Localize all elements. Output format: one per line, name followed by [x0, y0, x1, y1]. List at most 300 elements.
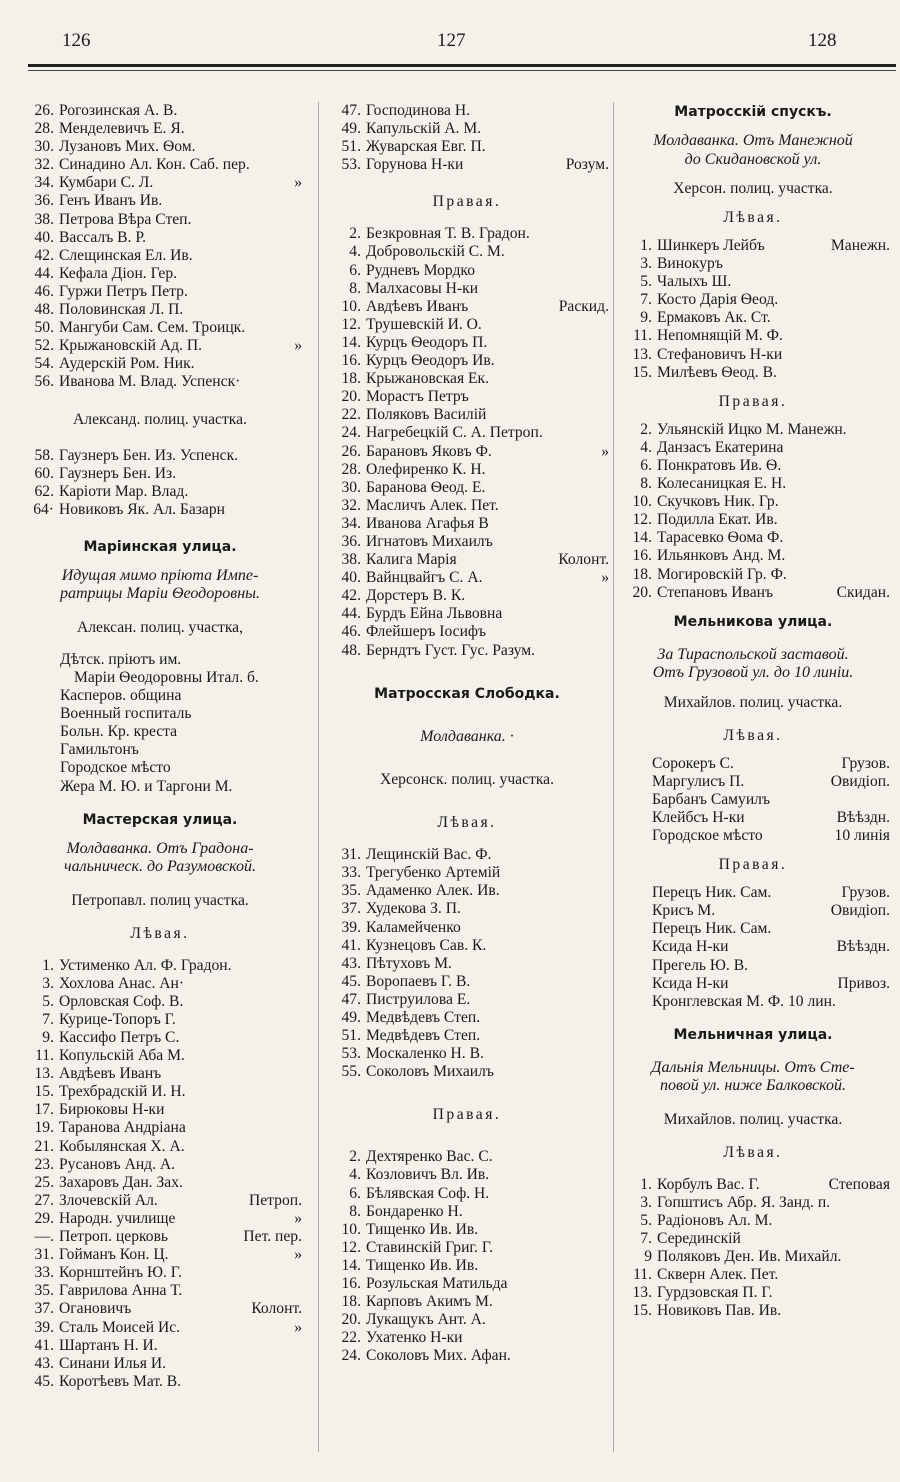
cross-street: Овидіоп. [830, 902, 890, 920]
list-item [321, 370, 613, 388]
list-item [612, 1194, 894, 1212]
owner-name: Пѣтуховъ М. [366, 954, 452, 972]
owner-name: Шинкеръ Лейбъ [657, 237, 765, 254]
owner-name: Скверн Алек. Пет. [657, 1266, 779, 1284]
house-number: 50. [34, 319, 54, 337]
cross-street [297, 1047, 306, 1065]
list-item [612, 1266, 894, 1284]
owner-name: Ульянскій Ицко М. Манежн. [657, 420, 847, 438]
street-heading: Матросская Слободка. [374, 685, 560, 702]
cross-street [885, 475, 894, 493]
list-item [321, 864, 613, 882]
list-item [321, 316, 613, 334]
house-number: 11. [633, 1266, 652, 1284]
entry-list [321, 225, 613, 659]
district-label: Херсонск. полиц. участка. [380, 771, 554, 789]
list-item [14, 1355, 306, 1373]
header-rule-thin [28, 70, 896, 71]
list-item [321, 587, 613, 605]
house-number: 49. [341, 120, 361, 138]
house-number: 2. [349, 1148, 361, 1166]
owner-name: Сорокеръ С. [652, 754, 734, 772]
list-item [321, 1203, 613, 1221]
list-item [321, 919, 613, 937]
house-number: 28. [341, 460, 361, 478]
list-item [321, 406, 613, 424]
owner-name: Маргулисъ П. [652, 772, 745, 790]
cross-street [885, 1194, 894, 1212]
list-item [14, 211, 306, 229]
cross-street [297, 1011, 306, 1029]
owner-name: Устименко Ал. Ф. Градон. [59, 956, 232, 974]
list-item [14, 1210, 306, 1228]
owner-name: Кобылянская Х. А. [59, 1137, 185, 1155]
list-item [14, 483, 306, 501]
owner-name: Ильянковъ Анд. М. [657, 547, 786, 565]
cross-street [297, 283, 306, 301]
list-item [14, 229, 306, 247]
list-item: Больн. Кр. креста [60, 723, 178, 741]
house-number: 8. [640, 475, 652, 493]
cross-street: Розум. [565, 156, 609, 174]
owner-name: Новиковъ Як. Ал. Базарн [59, 500, 225, 518]
list-item [14, 138, 306, 156]
owner-name: Косто Дарія Ѳеод. [657, 291, 779, 309]
house-number: 55. [341, 1063, 361, 1081]
list-item [321, 1311, 613, 1329]
cross-street: Вѣѣздн. [836, 808, 890, 826]
owner-name: Злочевскій Ал. [59, 1191, 158, 1209]
list-item [321, 1257, 613, 1275]
cross-street [297, 1083, 306, 1101]
house-number: 48. [341, 641, 361, 659]
street-description: За Тираспольской заставой. [657, 645, 849, 663]
cross-street [297, 355, 306, 373]
owner-name: Каламейченко [366, 918, 461, 936]
house-number: 20. [632, 583, 652, 601]
house-number: 14. [341, 1256, 361, 1274]
owner-name: Поляковъ Ден. Ив. Михайл. [657, 1248, 842, 1266]
cross-street [297, 501, 306, 519]
house-number: 2. [640, 420, 652, 438]
list-item [14, 1101, 306, 1119]
owner-name: Хохлова Анас. Ан· [59, 974, 185, 992]
list-item [14, 355, 306, 373]
owner-name: Народн. училище [59, 1209, 176, 1227]
owner-name: Баранова Ѳеод. Е. [366, 478, 486, 496]
list-item [612, 884, 894, 902]
house-number: 36. [341, 532, 361, 550]
owner-name: Винокуръ [657, 255, 723, 273]
house-number: 47. [341, 102, 361, 119]
list-item: Касперов. община [60, 687, 182, 705]
list-item [321, 102, 613, 120]
cross-street: Раскид. [558, 297, 609, 315]
owner-name: Кумбари С. Л. [59, 174, 154, 192]
owner-name: Каріоти Мар. Влад. [59, 482, 189, 500]
list-item [612, 547, 894, 565]
owner-name: Вайнцвайгъ С. А. [366, 569, 483, 587]
list-item [14, 1083, 306, 1101]
house-number: 44. [34, 264, 54, 282]
cross-street [604, 1329, 613, 1347]
owner-name: Ставинскій Григ. Г. [366, 1238, 494, 1256]
owner-name: Воропаевъ Г. В. [366, 972, 471, 990]
owner-name: Барановъ Яковъ Ф. [366, 442, 492, 460]
house-number: 13. [632, 345, 652, 363]
owner-name: Тищенко Ив. Ив. [366, 1256, 479, 1274]
house-number: 32. [34, 156, 54, 174]
street-description: чальническ. до Разумовской. [64, 858, 256, 876]
house-number: 6. [349, 261, 361, 279]
cross-street [885, 1266, 894, 1284]
side-label: Лѣвая. [437, 814, 497, 832]
house-number: 46. [34, 282, 54, 300]
list-item [321, 533, 613, 551]
house-number: 20. [341, 1311, 361, 1329]
owner-name: Понкратовъ Ив. Ѳ. [657, 456, 782, 474]
house-number: 23. [34, 1155, 54, 1173]
house-number: 18. [341, 370, 361, 388]
list-item [14, 1246, 306, 1264]
house-number: 5. [640, 273, 652, 291]
list-item [321, 623, 613, 641]
page-number-center: 127 [437, 30, 466, 51]
list-item [321, 1148, 613, 1166]
cross-street [297, 138, 306, 156]
street-description: Молдаванка. · [420, 727, 514, 745]
house-number: 12. [632, 511, 652, 529]
list-item [14, 1011, 306, 1029]
list-item [612, 584, 894, 602]
list-item [14, 373, 306, 391]
house-number: 39. [341, 918, 361, 936]
list-item [14, 957, 306, 975]
house-number: 53. [341, 1045, 361, 1063]
district-label: Михайлов. полиц. участка. [663, 693, 843, 711]
house-number: 11. [35, 1047, 54, 1065]
owner-name: Лузановъ Мих. Ѳом. [59, 138, 196, 156]
list-item [14, 1319, 306, 1337]
cross-street [885, 1302, 894, 1320]
owner-name: Иванова М. Влад. Успенск· [59, 373, 241, 391]
owner-name: Господинова Н. [366, 102, 471, 119]
house-number: —. [34, 1228, 54, 1246]
cross-street: Скидан. [836, 583, 890, 601]
list-item [14, 465, 306, 483]
cross-street [297, 483, 306, 501]
house-number: 29. [34, 1209, 54, 1227]
list-item [321, 424, 613, 442]
list-item [321, 352, 613, 370]
cross-street [297, 465, 306, 483]
column-3 [612, 102, 894, 1321]
list-item [321, 243, 613, 261]
list-item [612, 327, 894, 345]
owner-name: Авдѣевъ Иванъ [59, 1065, 162, 1083]
owner-name: Гойманъ Кон. Ц. [59, 1246, 169, 1264]
cross-street [297, 1101, 306, 1119]
house-number: 28. [34, 120, 54, 138]
column-1 [14, 102, 306, 1391]
house-number: 40. [341, 569, 361, 587]
owner-name: Бурдъ Ейна Львовна [366, 605, 503, 623]
house-number: 33. [34, 1264, 54, 1282]
list-item [321, 443, 613, 461]
list-item: Жера М. Ю. и Таргони М. [60, 777, 233, 795]
house-number: 52. [34, 337, 54, 355]
house-number: 38. [34, 210, 54, 228]
list-item [321, 551, 613, 569]
list-item [14, 156, 306, 174]
cross-street [297, 120, 306, 138]
owner-name: Авдѣевъ Иванъ [366, 297, 469, 315]
cross-street [297, 211, 306, 229]
house-number: 35. [34, 1282, 54, 1300]
owner-name: Курцъ Ѳеодоръ П. [366, 333, 488, 351]
house-number: 16. [341, 352, 361, 370]
house-number: 41. [34, 1336, 54, 1354]
entry-list [14, 447, 306, 519]
list-item [321, 900, 613, 918]
cross-street [297, 373, 306, 391]
list-item [14, 1047, 306, 1065]
house-number: 19. [34, 1119, 54, 1137]
cross-street: 10 линія [834, 827, 890, 845]
cross-street: Колонт. [558, 551, 609, 569]
cross-street [297, 319, 306, 337]
list-item [14, 1065, 306, 1083]
list-item [321, 882, 613, 900]
owner-name: Стефановичъ Н-ки [657, 345, 783, 363]
house-number: 17. [34, 1101, 54, 1119]
house-number: 45. [34, 1372, 54, 1390]
cross-street [297, 247, 306, 265]
cross-street [885, 1230, 894, 1248]
house-number: 49. [341, 1008, 361, 1026]
owner-name: Генъ Иванъ Ив. [59, 192, 163, 210]
house-number: 35. [341, 882, 361, 900]
cross-street [885, 291, 894, 309]
owner-name: Гуржи Петръ Петр. [59, 282, 188, 300]
owner-name: Гурдзовская П. Г. [657, 1284, 773, 1302]
owner-name: Гаузнеръ Бен. Из. Успенск. [59, 446, 239, 464]
house-number: 41. [341, 936, 361, 954]
list-item [14, 1300, 306, 1318]
house-number: 31. [341, 846, 361, 864]
owner-name: Москаленко Н. В. [366, 1045, 484, 1063]
list-item [321, 156, 613, 174]
list-item [612, 529, 894, 547]
owner-name: Серединскій [657, 1230, 741, 1248]
owner-name: Сталь Моисей Ис. [59, 1318, 181, 1336]
house-number: 34. [341, 514, 361, 532]
house-number: 15. [632, 363, 652, 381]
owner-name: Масличъ Алек. Пет. [366, 496, 499, 514]
owner-name: Дорстеръ В. К. [366, 587, 466, 605]
list-item [321, 955, 613, 973]
cross-street: » [294, 337, 302, 355]
owner-name: Поляковъ Василій [366, 406, 487, 424]
list-item [321, 225, 613, 243]
list-item [612, 993, 894, 1011]
list-item: Дѣтск. пріютъ им. [60, 650, 182, 668]
owner-name: Худекова З. П. [366, 900, 461, 918]
house-number: 10. [341, 297, 361, 315]
house-number: 58. [34, 446, 54, 464]
house-number: 60. [34, 464, 54, 482]
owner-name: Берндтъ Густ. Гус. Разум. [366, 641, 536, 659]
street-heading: Мельничная улица. [673, 1026, 833, 1043]
cross-street [604, 1347, 613, 1365]
side-label: Правая. [432, 193, 502, 211]
owner-name: Трегубенко Артемій [366, 864, 501, 882]
list-item [14, 1373, 306, 1391]
owner-name: Бѣлявская Соф. Н. [366, 1184, 490, 1202]
owner-name: Гаузнеръ Бен. Из. [59, 464, 177, 482]
cross-street: Овидіоп. [830, 772, 890, 790]
list-item [14, 1228, 306, 1246]
house-number: 7. [640, 1230, 652, 1248]
owner-name: Горунова Н-ки [366, 156, 464, 174]
list-item [612, 938, 894, 956]
house-number: 5. [42, 992, 54, 1010]
cross-street [297, 102, 306, 120]
house-number: 12. [341, 315, 361, 333]
cross-street [297, 1264, 306, 1282]
list-item [612, 364, 894, 382]
header-rule [28, 64, 896, 67]
house-number: 47. [341, 990, 361, 1008]
owner-name: Копульскій Аба М. [59, 1047, 185, 1065]
house-number: 20. [341, 388, 361, 406]
house-number: 31. [34, 1246, 54, 1264]
owner-name: Кассифо Петръ С. [59, 1029, 180, 1046]
cross-street: Петроп. [248, 1191, 302, 1209]
list-item [321, 1009, 613, 1027]
list-item [321, 334, 613, 352]
house-number: 3. [640, 1193, 652, 1211]
house-number: 42. [34, 246, 54, 264]
list-item [612, 309, 894, 327]
house-number: 22. [341, 1329, 361, 1347]
owner-name: Медвѣдевъ Степ. [366, 1027, 481, 1045]
list-item [612, 237, 894, 255]
owner-name: Рудневъ Мордко [366, 261, 476, 279]
list-item [321, 138, 613, 156]
list-item [612, 493, 894, 511]
cross-street: » [601, 442, 609, 460]
list-item [321, 1329, 613, 1347]
owner-name: Огановичъ [59, 1300, 132, 1318]
owner-name: Кронглевская М. Ф. 10 лин. [652, 992, 836, 1010]
owner-name: Корнштейнъ Ю. Г. [59, 1264, 182, 1282]
list-item [14, 174, 306, 192]
owner-name: Петроп. церковь [59, 1228, 169, 1246]
district-label: Херсон. полиц. участка. [673, 180, 833, 197]
street-description: Отъ Грузовой ул. до 10 линіи. [652, 664, 854, 682]
owner-name: Курцъ Ѳеодоръ Ив. [366, 352, 495, 370]
street-description: до Скидановской ул. [684, 150, 822, 168]
side-label: Лѣвая. [130, 924, 190, 942]
owner-name: Безкровная Т. В. Градон. [366, 225, 530, 243]
cross-street [885, 957, 894, 975]
cross-street [885, 327, 894, 345]
owner-name: Тарасевко Ѳома Ф. [657, 529, 784, 547]
house-number: 54. [34, 355, 54, 373]
owner-name: Жуварская Евг. П. [366, 138, 486, 156]
list-item [14, 1174, 306, 1192]
list-item [612, 920, 894, 938]
list-item [321, 461, 613, 479]
house-number: 13. [632, 1284, 652, 1302]
house-number: 18. [341, 1293, 361, 1311]
cross-street [297, 1156, 306, 1174]
entry-list [612, 755, 894, 845]
owner-name: Пиструилова Е. [366, 990, 471, 1008]
house-number: 8. [349, 1202, 361, 1220]
house-number: 7. [640, 291, 652, 309]
cross-street [297, 1355, 306, 1373]
list-item [612, 975, 894, 993]
owner-name: Новиковъ Пав. Ив. [657, 1302, 782, 1320]
side-label: Лѣвая. [723, 209, 783, 226]
list-item [612, 902, 894, 920]
entry-list [612, 884, 894, 1011]
owner-name: Колесаницкая Е. Н. [657, 475, 787, 493]
owner-name: Соколовъ Михаилъ [366, 1063, 495, 1081]
list-item [612, 457, 894, 475]
owner-name: Половинская Л. П. [59, 301, 184, 319]
list-item [14, 319, 306, 337]
house-number: 1. [640, 237, 652, 254]
list-item [14, 1119, 306, 1137]
owner-name: Вассалъ В. Р. [59, 228, 146, 246]
column-2 [318, 102, 614, 1452]
list-item [14, 283, 306, 301]
house-number: 26. [341, 442, 361, 460]
owner-name: Русановъ Анд. А. [59, 1155, 176, 1173]
owner-name: Перецъ Ник. Сам. [652, 920, 772, 938]
cross-street [297, 447, 306, 465]
house-number: 4. [349, 243, 361, 261]
list-item: Гамильтонъ [60, 741, 139, 759]
cross-street [885, 255, 894, 273]
owner-name: Добровольскій С. М. [366, 243, 505, 261]
house-number: 43. [341, 954, 361, 972]
cross-street [885, 547, 894, 565]
owner-name: Бондаренко Н. [366, 1202, 463, 1220]
house-number: 38. [341, 551, 361, 569]
owner-name: Иванова Агафья В [366, 514, 489, 532]
cross-street [885, 791, 894, 809]
house-number: 14. [341, 333, 361, 351]
owner-name: Крыжановскій Ад. П. [59, 337, 203, 355]
owner-name: Курице-Топоръ Г. [59, 1010, 176, 1028]
house-number: 10. [632, 493, 652, 511]
cross-street [885, 511, 894, 529]
house-number: 44. [341, 605, 361, 623]
house-number: 53. [341, 156, 361, 174]
cross-street: Пет. пер. [243, 1228, 302, 1246]
house-number: 9 [644, 1248, 652, 1266]
cross-street [297, 1029, 306, 1047]
owner-name: Флейшеръ Іосифъ [366, 623, 487, 641]
house-number: 37. [34, 1300, 54, 1318]
cross-street [885, 1248, 894, 1266]
house-number: 39. [34, 1318, 54, 1336]
list-item [14, 447, 306, 465]
